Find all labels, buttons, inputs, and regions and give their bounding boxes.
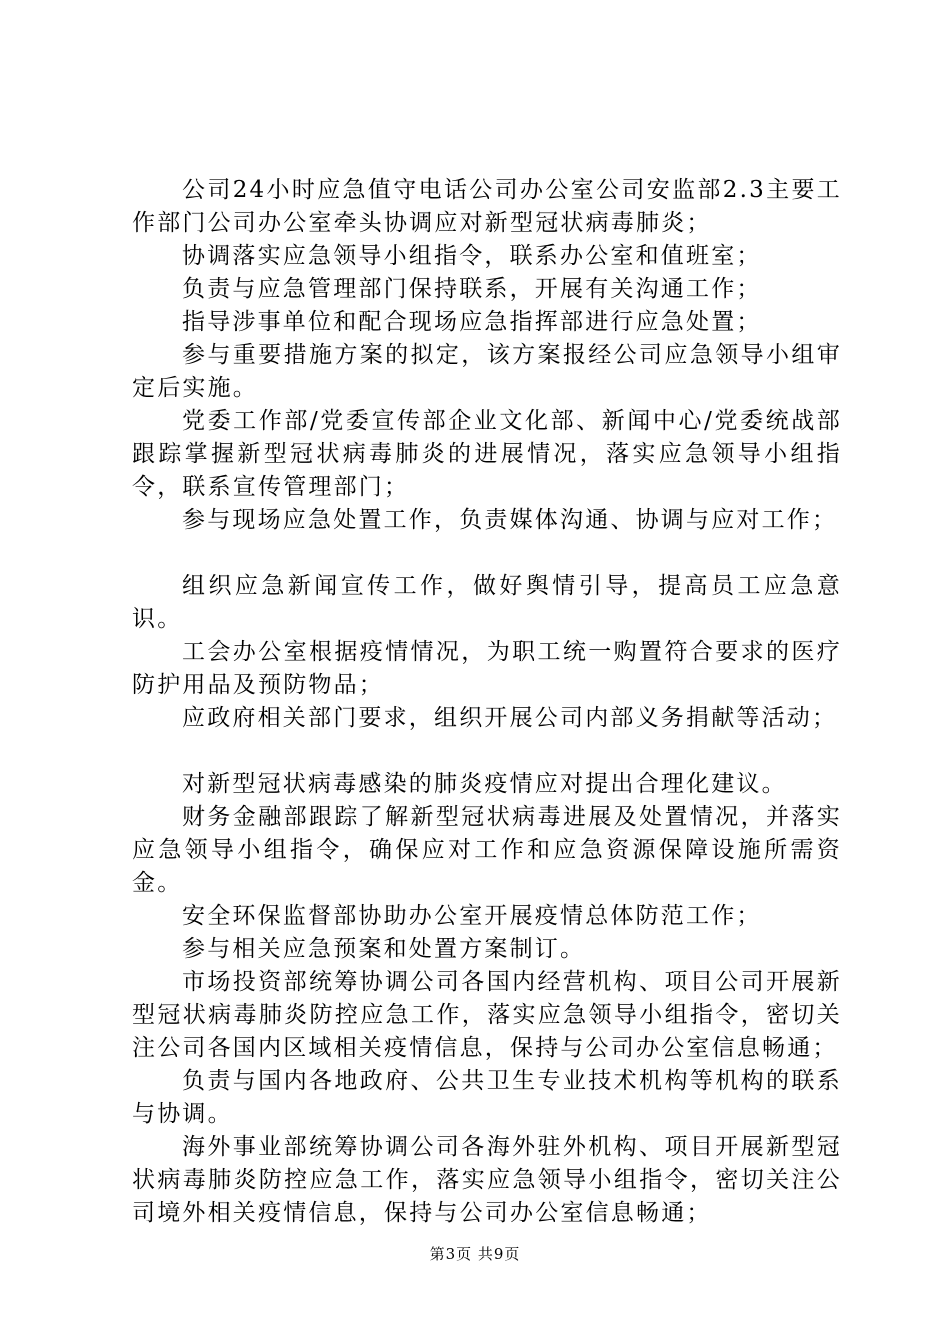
paragraph: 组织应急新闻宣传工作，做好舆情引导，提高员工应急意识。 bbox=[132, 573, 842, 632]
document-body bbox=[132, 174, 842, 1230]
paragraph: 市场投资部统筹协调公司各国内经营机构、项目公司开展新型冠状病毒肺炎防控应急工作，落实应急领导小组指令，密切关注公司各国内区域相关疫情信息，保持与公司办公室信息畅通； bbox=[132, 969, 842, 1061]
paragraph: 参与现场应急处置工作，负责媒体沟通、协调与应对工作； bbox=[182, 507, 838, 533]
paragraph: 负责与国内各地政府、公共卫生专业技术机构等机构的联系与协调。 bbox=[132, 1068, 842, 1127]
paragraph: 负责与应急管理部门保持联系，开展有关沟通工作； bbox=[182, 276, 762, 302]
paragraph: 参与相关应急预案和处置方案制订。 bbox=[182, 936, 586, 962]
paragraph: 参与重要措施方案的拟定，该方案报经公司应急领导小组审定后实施。 bbox=[132, 342, 842, 401]
paragraph: 对新型冠状病毒感染的肺炎疫情应对提出合理化建议。 bbox=[182, 771, 787, 797]
paragraph: 公司24小时应急值守电话公司办公室公司安监部2.3主要工作部门公司办公室牵头协调应对新型冠状病毒肺炎； bbox=[132, 177, 842, 236]
paragraph: 协调落实应急领导小组指令，联系办公室和值班室； bbox=[182, 243, 762, 269]
paragraph: 海外事业部统筹协调公司各海外驻外机构、项目开展新型冠状病毒肺炎防控应急工作，落实应急领导小组指令，密切关注公司境外相关疫情信息，保持与公司办公室信息畅通； bbox=[132, 1134, 842, 1226]
paragraph: 财务金融部跟踪了解新型冠状病毒进展及处置情况，并落实应急领导小组指令，确保应对工作和应急资源保障设施所需资金。 bbox=[132, 804, 842, 896]
paragraph: 党委工作部/党委宣传部企业文化部、新闻中心/党委统战部跟踪掌握新型冠状病毒肺炎的进展情况，落实应急领导小组指令，联系宣传管理部门； bbox=[132, 408, 842, 500]
paragraph: 安全环保监督部协助办公室开展疫情总体防范工作； bbox=[182, 903, 762, 929]
paragraph: 应政府相关部门要求，组织开展公司内部义务捐献等活动； bbox=[182, 705, 838, 731]
paragraph: 工会办公室根据疫情情况，为职工统一购置符合要求的医疗防护用品及预防物品； bbox=[132, 639, 842, 698]
paragraph: 指导涉事单位和配合现场应急指挥部进行应急处置； bbox=[182, 309, 762, 335]
page-number-footer: 第3页 共9页 bbox=[429, 1245, 521, 1263]
